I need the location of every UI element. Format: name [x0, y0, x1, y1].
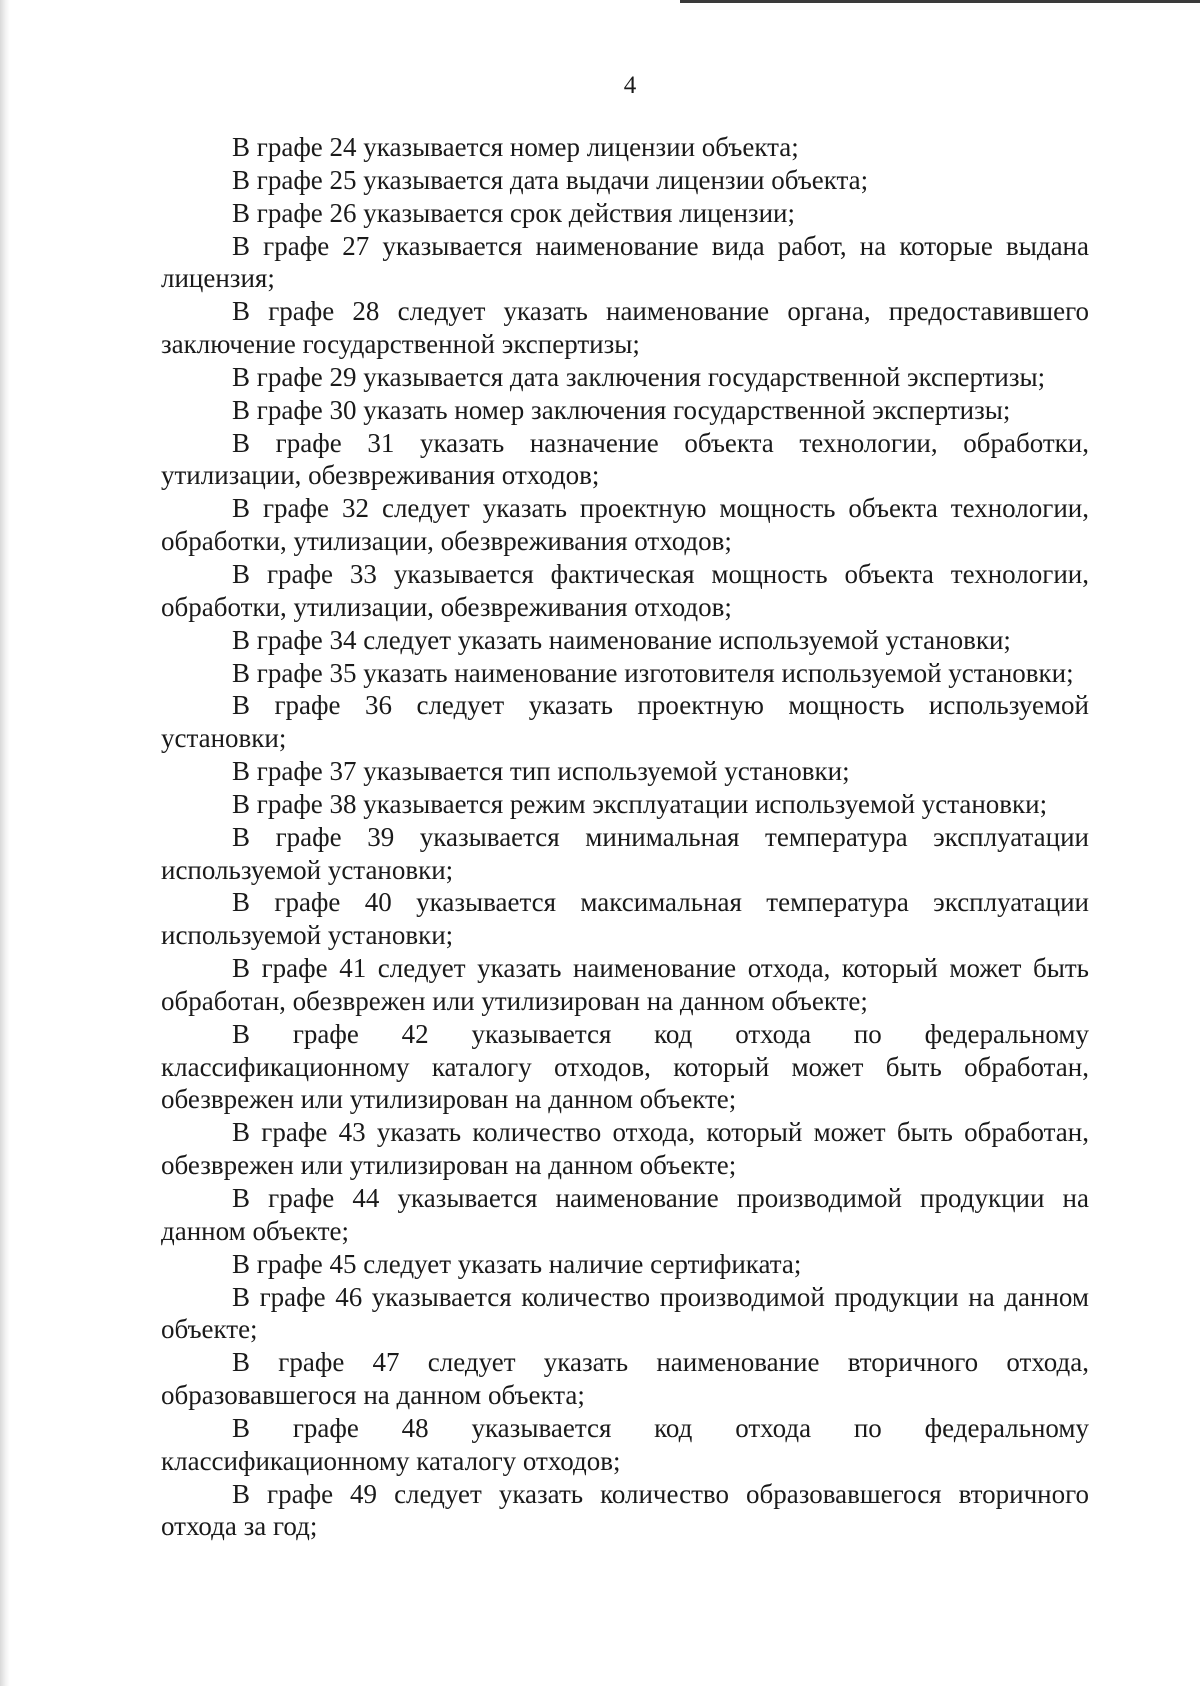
paragraph-27: В графе 27 указывается наименование вида работ, на которые выдана лицензия;	[161, 230, 1089, 294]
paragraph-46: В графе 46 указывается количество производимой продукции на данном объекте;	[161, 1281, 1089, 1345]
paragraph-42: В графе 42 указывается код отхода по федеральному классификационному каталогу отходов, который может быть обработан, обезврежен или утилизирован на данном объекте;	[161, 1018, 1089, 1115]
scan-edge-top	[680, 0, 1200, 3]
paragraph-36: В графе 36 следует указать проектную мощность используемой установки;	[161, 690, 1089, 754]
page-number: 4	[623, 72, 637, 99]
paragraph-39: В графе 39 указывается минимальная температура эксплуатации используемой установки;	[161, 821, 1089, 885]
paragraph-44: В графе 44 указывается наименование производимой продукции на данном объекте;	[161, 1183, 1089, 1246]
paragraph-25: В графе 25 указывается дата выдачи лицензии объекта;	[232, 164, 869, 195]
paragraph-28: В графе 28 следует указать наименование органа, предоставившего заключение государственной экспертизы;	[161, 296, 1089, 360]
paragraph-33: В графе 33 указывается фактическая мощность объекта технологии, обработки, утилизации, обезвреживания отходов;	[161, 558, 1089, 622]
paragraph-41: В графе 41 следует указать наименование отхода, который может быть обработан, обезврежен или утилизирован на данном объекте;	[161, 953, 1089, 1016]
paragraph-45: В графе 45 следует указать наличие сертификата;	[232, 1248, 802, 1279]
paragraph-26: В графе 26 указывается срок действия лицензии;	[232, 197, 795, 228]
paragraph-37: В графе 37 указывается тип используемой установки;	[232, 756, 850, 787]
paragraph-30: В графе 30 указать номер заключения государственной экспертизы;	[232, 394, 1011, 425]
paragraph-35: В графе 35 указать наименование изготовителя используемой установки;	[232, 657, 1074, 688]
scan-edge-left	[0, 0, 10, 1686]
paragraph-49: В графе 49 следует указать количество образовавшегося вторичного отхода за год;	[161, 1478, 1089, 1542]
paragraph-24: В графе 24 указывается номер лицензии объекта;	[232, 132, 799, 162]
paragraph-47: В графе 47 следует указать наименование вторичного отхода, образовавшегося на данном объекта;	[161, 1347, 1089, 1411]
paragraph-32: В графе 32 следует указать проектную мощность объекта технологии, обработки, утилизации, обезвреживания отходов;	[161, 493, 1089, 557]
paragraph-43: В графе 43 указать количество отхода, который может быть обработан, обезврежен или утилизирован на данном объекте;	[161, 1117, 1089, 1181]
paragraph-34: В графе 34 следует указать наименование используемой установки;	[232, 624, 1011, 655]
paragraph-38: В графе 38 указывается режим эксплуатации используемой установки;	[232, 788, 1048, 819]
paragraph-29: В графе 29 указывается дата заключения государственной экспертизы;	[232, 361, 1046, 392]
paragraph-40: В графе 40 указывается максимальная температура эксплуатации используемой установки;	[161, 887, 1089, 951]
document-body	[161, 131, 1089, 1543]
paragraph-48: В графе 48 указывается код отхода по федеральному классификационному каталогу отходов;	[161, 1412, 1089, 1476]
paragraph-31: В графе 31 указать назначение объекта технологии, обработки, утилизации, обезвреживания отходов;	[161, 427, 1089, 491]
